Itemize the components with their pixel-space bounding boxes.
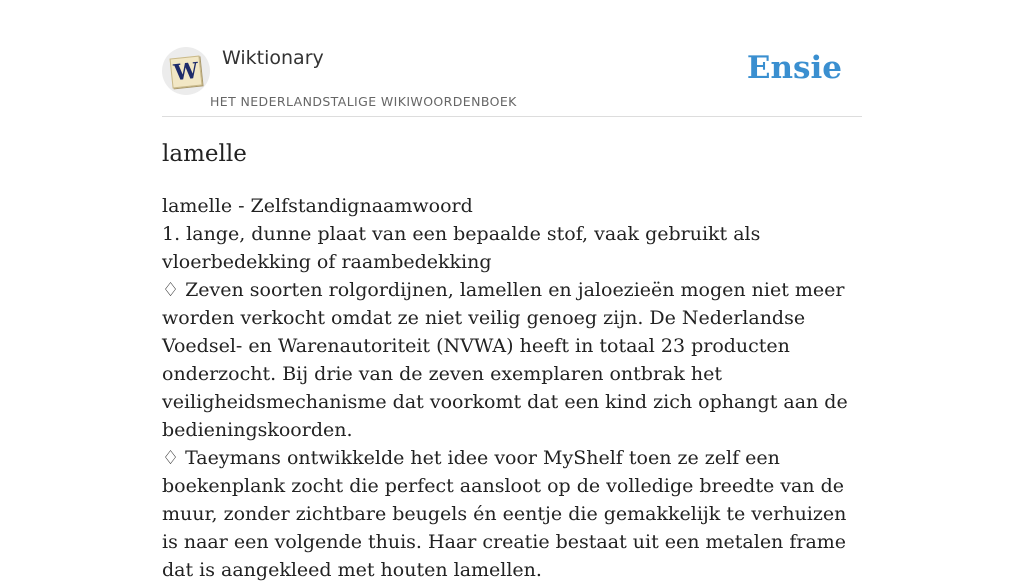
example-sentence: ♢ Taeymans ontwikkelde het idee voor MyShelf toen ze zelf een boekenplank zocht die perfect aansloot op de volledige breedte van de muur, zonder zichtbare beugels én eentje die gemakkelijk te verhuizen is naar een volgende thuis. Haar creatie bestaat uit een metalen frame dat is aangekleed met houten lamellen.	[162, 447, 847, 581]
site-subtitle: HET NEDERLANDSTALIGE WIKIWOORDENBOEK	[210, 94, 517, 109]
logo-tile	[170, 56, 203, 89]
logo-letter: W	[172, 57, 200, 87]
entry-heading: lamelle - Zelfstandignaamwoord	[162, 195, 473, 217]
brand-logo-link[interactable]: Ensie	[746, 50, 842, 86]
example-sentence: ♢ Zeven soorten rolgordijnen, lamellen en jaloezieën mogen niet meer worden verkocht omdat ze niet veilig genoeg zijn. De Nederlandse Voedsel- en Warenautoriteit (NVWA) heeft in totaal 23 producten onderzocht. Bij drie van de zeven exemplaren ontbrak het veiligheidsmechanisme dat voorkomt dat een kind zich ophangt aan de bedieningskoorden.	[162, 279, 848, 441]
entry-content	[162, 192, 862, 584]
site-header	[162, 44, 862, 117]
wiktionary-logo-icon[interactable]	[162, 47, 210, 95]
site-title[interactable]: Wiktionary	[222, 47, 324, 69]
definition: 1. lange, dunne plaat van een bepaalde stof, vaak gebruikt als vloerbedekking of raambedekking	[162, 223, 761, 273]
page-title: lamelle	[162, 141, 247, 167]
